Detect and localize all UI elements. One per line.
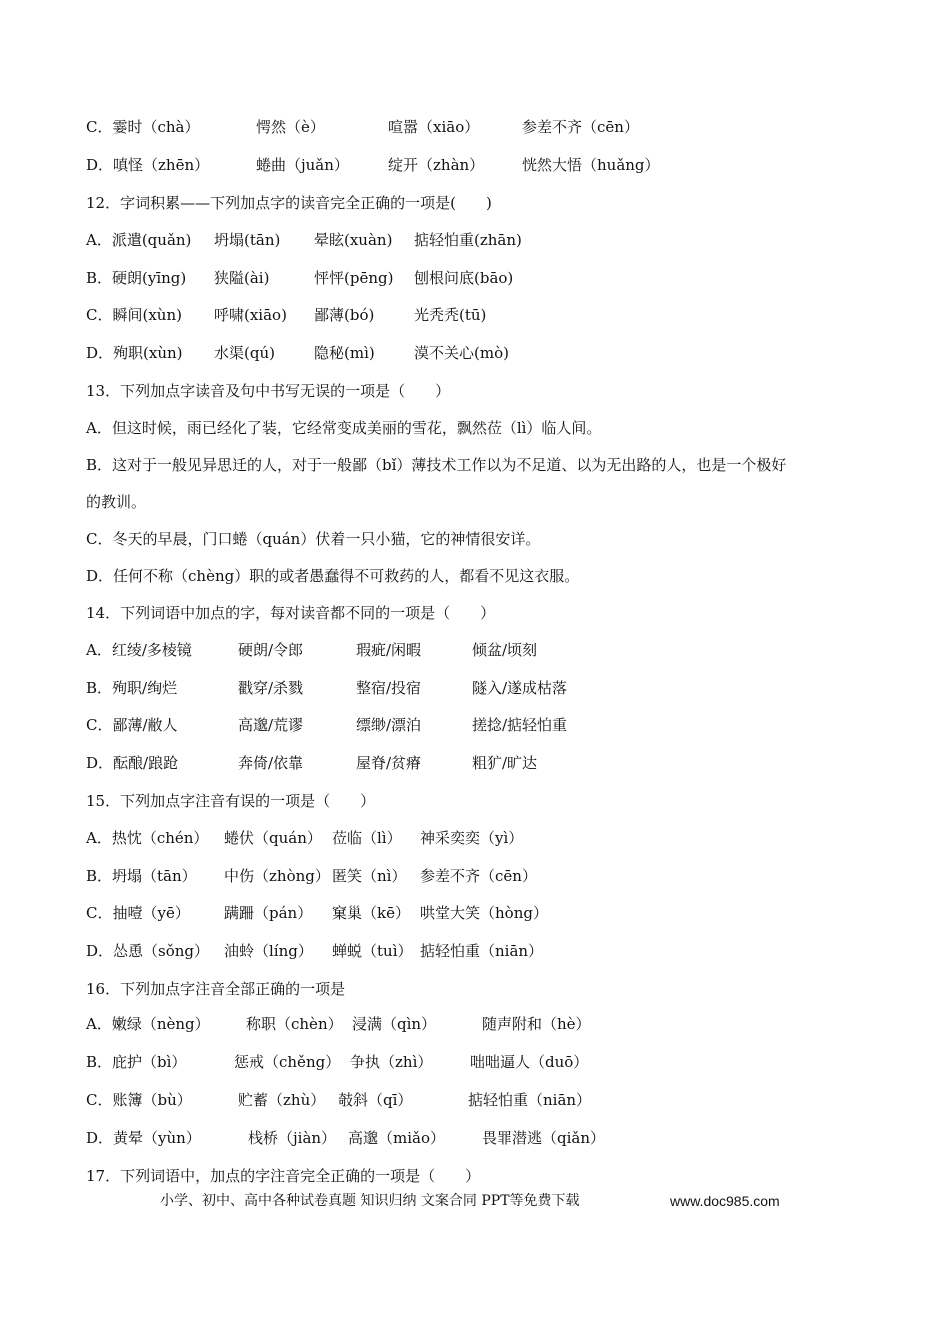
option-cell: 浸满（qìn）: [352, 1015, 437, 1033]
option-cell: 绽开（zhàn）: [388, 156, 485, 174]
option-cell: D．酝酿/踉跄: [86, 754, 179, 772]
option-cell: 硬朗/令郎: [238, 641, 304, 659]
option-cell: 漠不关心(mò): [414, 344, 509, 362]
option-cell: 哄堂大笑（hòng）: [420, 904, 548, 922]
option-line-q15-b: [86, 864, 890, 888]
option-line-q14-a: [86, 638, 890, 662]
option-line-q12-b: [86, 266, 890, 290]
option-cell: D．嗔怪（zhēn）: [86, 156, 210, 174]
option-line-q11-d: [86, 153, 890, 177]
option-cell: A．派遣(quǎn): [86, 231, 192, 249]
option-cell: 掂轻怕重（niān）: [468, 1091, 592, 1109]
option-line-q15-a: [86, 826, 890, 850]
option-cell: 喧嚣（xiāo）: [388, 118, 480, 136]
option-cell: B．殉职/绚烂: [86, 679, 178, 697]
line-text: 的教训。: [86, 493, 147, 511]
option-cell: B．硬朗(yīng): [86, 269, 187, 287]
option-cell: 随声附和（hè）: [482, 1015, 591, 1033]
option-cell: 高邈/荒谬: [238, 716, 304, 734]
option-line-q16-a: [86, 1012, 890, 1036]
option-line-q12-d: [86, 341, 890, 365]
text-line-q13-d: [86, 564, 890, 588]
option-line-q16-d: [86, 1126, 890, 1150]
option-line-q14-b: [86, 676, 890, 700]
option-cell: 瑕疵/闲暇: [356, 641, 422, 659]
line-text: C．冬天的早晨，门口蜷（quán）伏着一只小猫，它的神情很安详。: [86, 530, 541, 548]
option-cell: 惩戒（chěng）: [234, 1053, 341, 1071]
option-cell: 坍塌(tān): [214, 231, 281, 249]
text-line-q16: [86, 977, 890, 1001]
text-line-q13-b1: [86, 453, 890, 477]
option-cell: 搓捻/掂轻怕重: [472, 716, 568, 734]
line-text: 13．下列加点字读音及句中书写无误的一项是（ ）: [86, 382, 451, 400]
option-cell: B．庇护（bì）: [86, 1053, 187, 1071]
option-line-q15-c: [86, 901, 890, 925]
option-cell: 水渠(qú): [214, 344, 275, 362]
option-cell: C．账簿（bù）: [86, 1091, 192, 1109]
option-cell: 畏罪潜逃（qiǎn）: [482, 1129, 606, 1147]
footer-text: 小学、初中、高中各种试卷真题 知识归纳 文案合同 PPT等免费下载: [160, 1193, 580, 1209]
text-line-q17: [86, 1164, 890, 1188]
page-footer: [160, 1190, 860, 1212]
option-cell: B．坍塌（tān）: [86, 867, 197, 885]
option-cell: 掂轻怕重(zhān): [414, 231, 522, 249]
text-line-q13-a: [86, 416, 890, 440]
option-cell: 攲斜（qī）: [338, 1091, 413, 1109]
option-cell: 戳穿/杀戮: [238, 679, 304, 697]
option-line-q11-c: [86, 115, 890, 139]
option-cell: 栈桥（jiàn）: [248, 1129, 337, 1147]
option-cell: 油蛉（líng）: [224, 942, 313, 960]
option-cell: 蜷伏（quán）: [224, 829, 322, 847]
option-cell: A．嫩绿（nèng）: [86, 1015, 210, 1033]
option-line-q16-b: [86, 1050, 890, 1074]
option-cell: 光秃秃(tū): [414, 306, 487, 324]
option-cell: 神采奕奕（yì）: [420, 829, 524, 847]
footer-url[interactable]: www.doc985.com: [670, 1193, 780, 1209]
option-cell: D．殉职(xùn): [86, 344, 183, 362]
text-line-q13-b2: [86, 490, 890, 514]
line-text: 17．下列词语中，加点的字注音完全正确的一项是（ ）: [86, 1167, 481, 1185]
option-cell: 隐秘(mì): [314, 344, 375, 362]
line-text: B．这对于一般见异思迁的人，对于一般鄙（bǐ）薄技术工作以为不足道、以为无出路的人，也是一个极好: [86, 456, 787, 474]
option-cell: 蹒跚（pán）: [224, 904, 313, 922]
option-cell: 刨根问底(bāo): [414, 269, 514, 287]
option-cell: 蝉蜕（tuì）: [332, 942, 413, 960]
option-line-q12-a: [86, 228, 890, 252]
option-cell: 参差不齐（cēn）: [420, 867, 537, 885]
option-cell: 倾盆/顷刻: [472, 641, 538, 659]
option-cell: A．热忱（chén）: [86, 829, 209, 847]
option-line-q12-c: [86, 303, 890, 327]
option-cell: 窠巢（kē）: [332, 904, 410, 922]
text-line-q13: [86, 379, 890, 403]
option-cell: C．鄙薄/敝人: [86, 716, 178, 734]
text-line-q13-c: [86, 527, 890, 551]
line-text: 16．下列加点字注音全部正确的一项是: [86, 980, 346, 998]
option-cell: 恍然大悟（huǎng）: [522, 156, 660, 174]
option-cell: 蜷曲（juǎn）: [256, 156, 349, 174]
option-cell: 狭隘(ài): [214, 269, 270, 287]
text-line-q12: [86, 191, 890, 215]
option-cell: 奔倚/依靠: [238, 754, 304, 772]
option-cell: 争执（zhì）: [350, 1053, 433, 1071]
option-cell: 晕眩(xuàn): [314, 231, 393, 249]
option-cell: 怦怦(pēng): [314, 269, 394, 287]
option-cell: 整宿/投宿: [356, 679, 422, 697]
option-cell: C．抽噎（yē）: [86, 904, 190, 922]
line-text: 14．下列词语中加点的字，每对读音都不同的一项是（ ）: [86, 604, 496, 622]
option-line-q14-c: [86, 713, 890, 737]
option-line-q16-c: [86, 1088, 890, 1112]
option-cell: 粗犷/旷达: [472, 754, 538, 772]
option-cell: 高邈（miǎo）: [348, 1129, 445, 1147]
line-text: D．任何不称（chèng）职的或者愚蠢得不可救药的人，都看不见这衣服。: [86, 567, 580, 585]
option-line-q15-d: [86, 939, 890, 963]
option-cell: 参差不齐（cēn）: [522, 118, 639, 136]
line-text: 15．下列加点字注音有误的一项是（ ）: [86, 792, 376, 810]
line-text: A．但这时候，雨已经化了装，它经常变成美丽的雪花，飘然莅（lì）临人间。: [86, 419, 602, 437]
option-cell: 莅临（lì）: [332, 829, 402, 847]
option-cell: 缥缈/漂泊: [356, 716, 422, 734]
option-cell: A．红绫/多棱镜: [86, 641, 192, 659]
option-cell: 隧入/遂成枯落: [472, 679, 568, 697]
option-cell: D．黄晕（yùn）: [86, 1129, 201, 1147]
text-line-q15: [86, 789, 890, 813]
option-cell: C．瞬间(xùn): [86, 306, 182, 324]
option-cell: C．霎时（chà）: [86, 118, 200, 136]
option-cell: D．怂恿（sǒng）: [86, 942, 210, 960]
option-cell: 掂轻怕重（niān）: [420, 942, 544, 960]
option-cell: 贮蓄（zhù）: [238, 1091, 326, 1109]
option-cell: 呼啸(xiāo): [214, 306, 287, 324]
option-cell: 咄咄逼人（duō）: [470, 1053, 589, 1071]
option-cell: 中伤（zhòng）: [224, 867, 330, 885]
line-text: 12．字词积累——下列加点字的读音完全正确的一项是( ): [86, 194, 492, 212]
option-line-q14-d: [86, 751, 890, 775]
option-cell: 匿笑（nì）: [332, 867, 407, 885]
option-cell: 愕然（è）: [256, 118, 325, 136]
option-cell: 鄙薄(bó): [314, 306, 375, 324]
option-cell: 称职（chèn）: [246, 1015, 343, 1033]
option-cell: 屋脊/贫瘠: [356, 754, 422, 772]
text-line-q14: [86, 601, 890, 625]
